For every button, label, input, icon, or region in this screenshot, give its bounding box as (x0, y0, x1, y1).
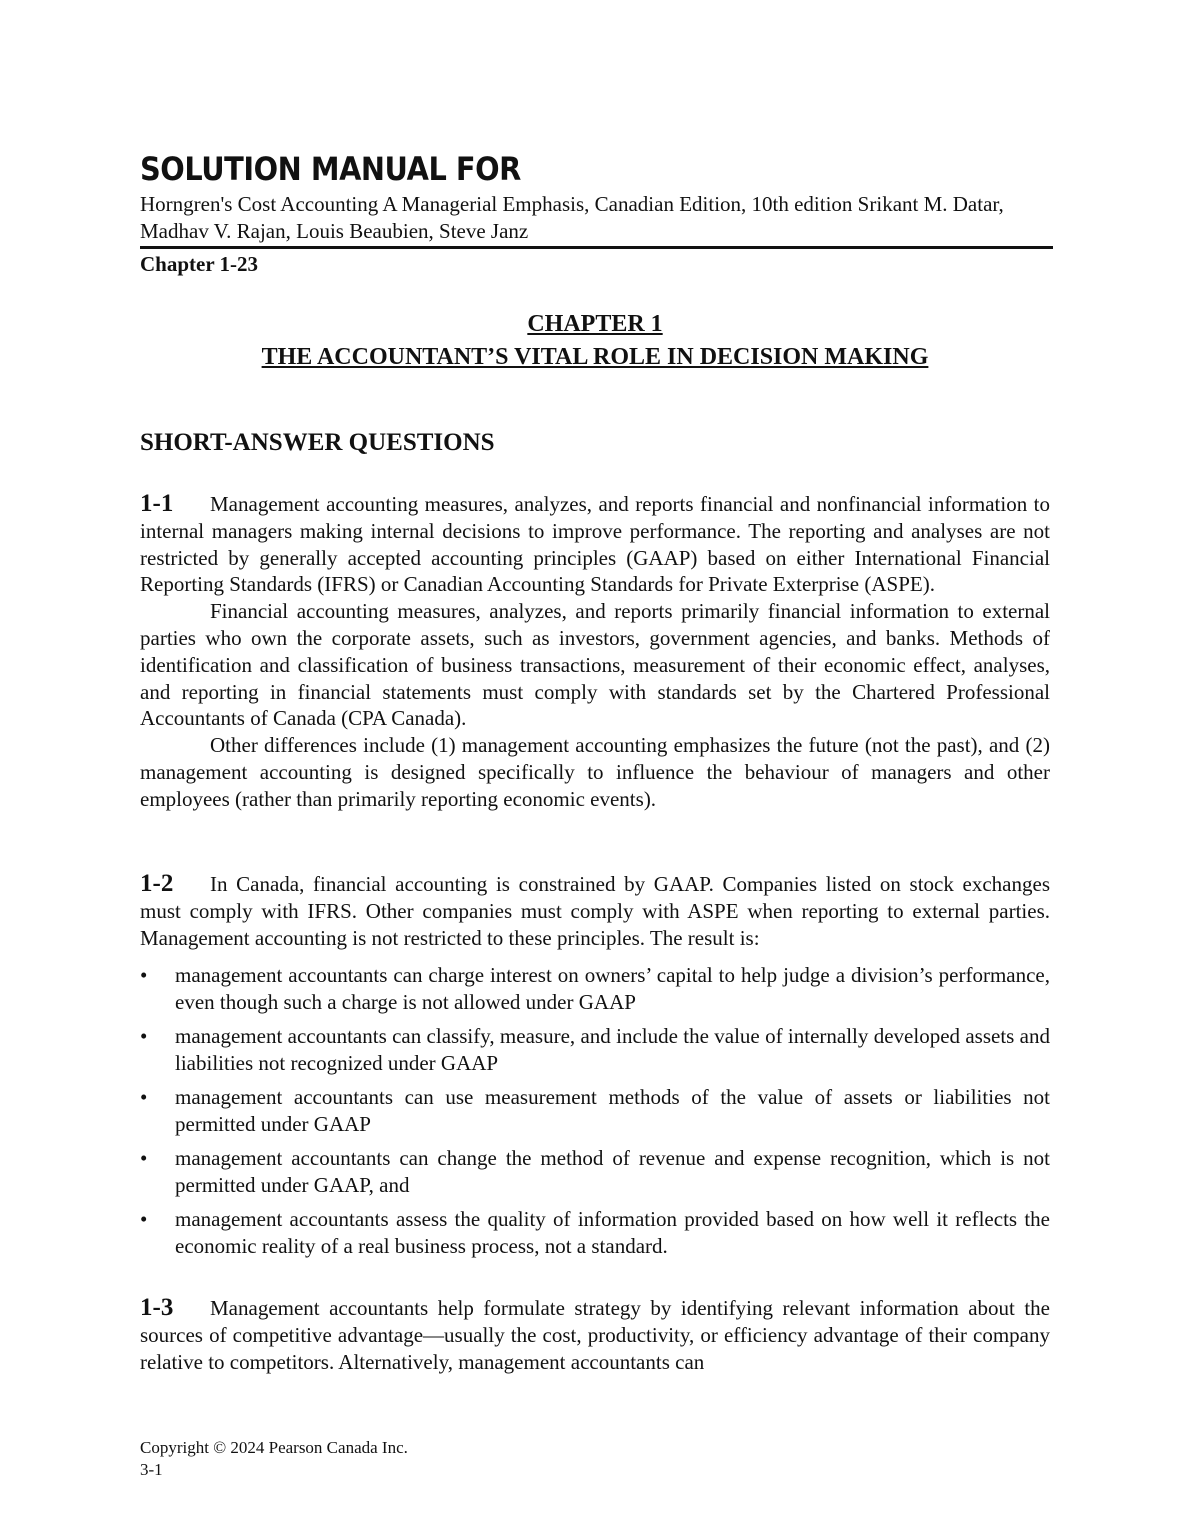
chapter-title: THE ACCOUNTANT’S VITAL ROLE IN DECISION MAKING (261, 344, 929, 370)
answer-1-1 (140, 491, 1050, 813)
answer-paragraph: Management accountants help formulate strategy by identifying relevant information about the sources of competitive advantage—usually the cost, productivity, or efficiency advantage of their company relative to competitors. Alternatively, management accountants can (140, 1296, 1050, 1374)
question-number: 1-3 (140, 1294, 174, 1321)
book-info: Horngren's Cost Accounting A Managerial Emphasis, Canadian Edition, 10th edition Srikant M. Datar, Madhav V. Rajan, Louis Beaubien, Steve Janz (140, 192, 1004, 243)
manual-title: SOLUTION MANUAL FOR (140, 150, 521, 188)
question-number: 1-2 (140, 870, 174, 897)
list-item: • management accountants can classify, measure, and include the value of internally developed assets and liabilities not recognized under GAAP (140, 1024, 1050, 1076)
bullet-list (140, 962, 1050, 1260)
answer-paragraph: Other differences include (1) management accounting emphasizes the future (not the past), and (2) management accounting is designed specifically to influence the behaviour of managers and other employees (rather than primarily reporting economic events). (140, 733, 1050, 811)
bullet-icon: • (140, 1207, 148, 1232)
list-item: • management accountants can charge interest on owners’ capital to help judge a division’s performance, even though such a charge is not allowed under GAAP (140, 963, 1050, 1015)
copyright-notice: Copyright © 2024 Pearson Canada Inc. (140, 1438, 408, 1457)
bullet-icon: • (140, 1146, 148, 1171)
answer-paragraph: Management accounting measures, analyzes, and reports financial and nonfinancial information to internal managers making internal decisions to improve performance. The reporting and analyses are not restricted by generally accepted accounting principles (GAAP) based on either International Financial Reporting Standards (IFRS) or Canadian Accounting Standards for Private Exterprise (ASPE). (140, 492, 1050, 597)
bullet-icon: • (140, 963, 148, 988)
question-number: 1-1 (140, 490, 174, 517)
page-number: 3-1 (140, 1460, 163, 1479)
list-item: • management accountants assess the quality of information provided based on how well it reflects the economic reality of a real business process, not a standard. (140, 1207, 1050, 1259)
chapter-number: CHAPTER 1 (527, 311, 663, 337)
bullet-icon: • (140, 1024, 148, 1049)
chapter-heading (140, 308, 1050, 374)
list-item: • management accountants can change the method of revenue and expense recognition, which is not permitted under GAAP, and (140, 1146, 1050, 1198)
section-heading: SHORT-ANSWER QUESTIONS (140, 429, 495, 456)
header-divider (140, 246, 1053, 249)
list-item: • management accountants can use measurement methods of the value of assets or liabilities not permitted under GAAP (140, 1085, 1050, 1137)
answer-1-2 (140, 871, 1050, 1267)
page-footer (140, 1437, 408, 1481)
answer-paragraph: In Canada, financial accounting is constrained by GAAP. Companies listed on stock exchanges must comply with IFRS. Other companies must comply with ASPE when reporting to external parties. Management accounting is not restricted to these principles. The result is: (140, 872, 1050, 950)
answer-paragraph: Financial accounting measures, analyzes, and reports primarily financial information to external parties who own the corporate assets, such as investors, government agencies, and banks. Methods of identification and classification of business transactions, measurement of their economic effect, analyses, and reporting in financial statements must comply with standards set by the Chartered Professional Accountants of Canada (CPA Canada). (140, 599, 1050, 731)
chapter-range: Chapter 1-23 (140, 252, 259, 276)
answer-1-3 (140, 1295, 1050, 1375)
bullet-icon: • (140, 1085, 148, 1110)
